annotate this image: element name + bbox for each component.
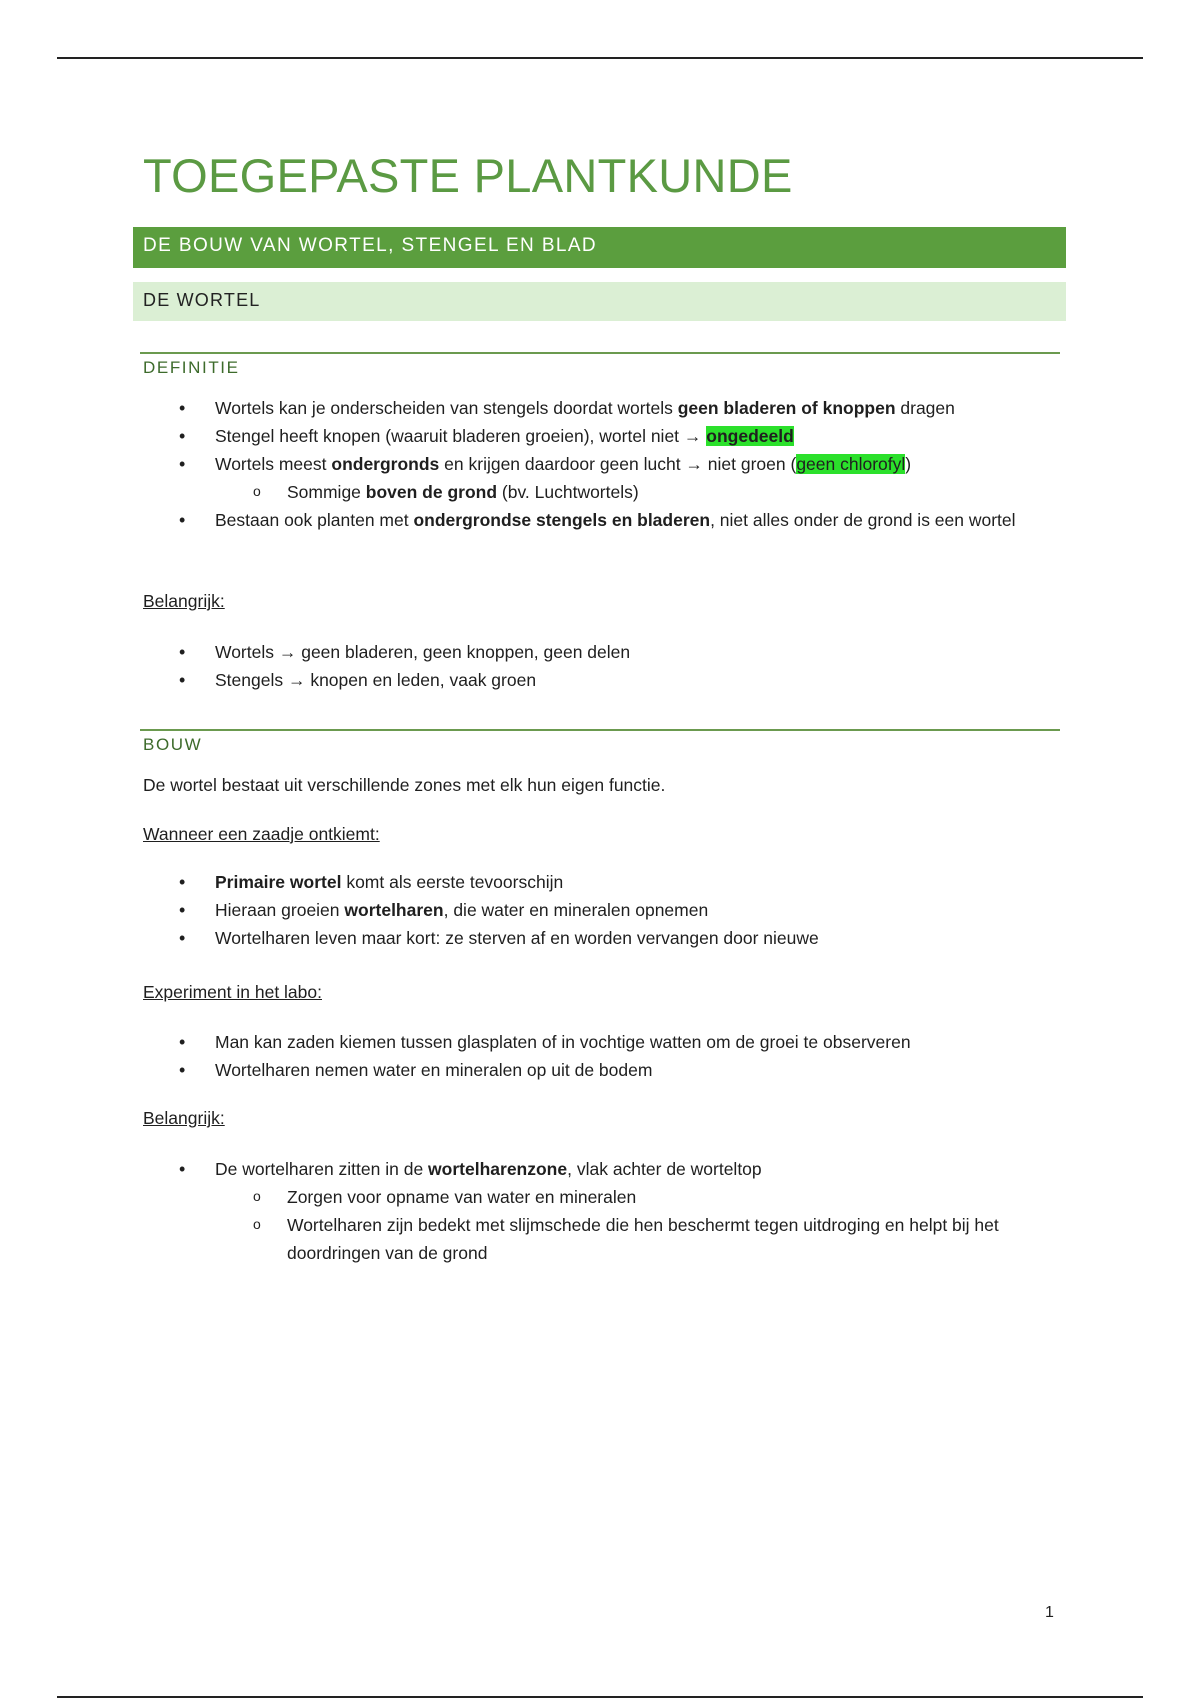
list-item: • Man kan zaden kiemen tussen glasplaten of in vochtige watten om de groei te observeren: [143, 1028, 1063, 1056]
document-title: TOEGEPASTE PLANTKUNDE: [143, 149, 793, 202]
section-rule-definitie: [140, 352, 1060, 354]
sub-list: [215, 478, 1063, 506]
list-item: • Stengels → knopen en leden, vaak groen: [143, 666, 1063, 694]
bouw-intro: De wortel bestaat uit verschillende zones met elk hun eigen functie.: [143, 775, 666, 795]
list-item: • Bestaan ook planten met ondergrondse stengels en bladeren, niet alles onder de grond is een wortel: [143, 506, 1063, 534]
heading-definitie: DEFINITIE: [143, 358, 240, 377]
sub-list-item: o Sommige boven de grond (bv. Luchtwortels): [215, 478, 1063, 506]
label-belangrijk-1: Belangrijk:: [143, 591, 225, 611]
belangrijk-list-2: [143, 1155, 1063, 1267]
zaadje-list: [143, 868, 1063, 952]
sub-list-item: o Wortelharen zijn bedekt met slijmschede die hen beschermt tegen uitdroging en helpt bij het doordringen van de grond: [215, 1211, 1063, 1267]
list-item: • Hieraan groeien wortelharen, die water en mineralen opnemen: [143, 896, 1063, 924]
page-bottom-rule: [57, 1696, 1143, 1698]
experiment-list: [143, 1028, 1063, 1084]
sub-list-item: o Zorgen voor opname van water en mineralen: [215, 1183, 1063, 1211]
list-item: • Wortels kan je onderscheiden van stengels doordat wortels geen bladeren of knoppen dragen: [143, 394, 1063, 422]
list-item: • Wortels meest ondergronds en krijgen daardoor geen lucht → niet groen (geen chlorofyl) o Sommige boven de grond (bv. Luchtwortels): [143, 450, 1063, 506]
list-item: • Primaire wortel komt als eerste tevoorschijn: [143, 868, 1063, 896]
page-top-rule: [57, 57, 1143, 59]
list-item: • Stengel heeft knopen (waaruit bladeren groeien), wortel niet → ongedeeld: [143, 422, 1063, 450]
list-item: • Wortelharen leven maar kort: ze sterven af en worden vervangen door nieuwe: [143, 924, 1063, 952]
label-zaadje-ontkiemt: Wanneer een zaadje ontkiemt:: [143, 824, 380, 844]
heading-de-wortel: DE WORTEL: [133, 282, 1066, 321]
heading-bouw-wortel-stengel-blad: DE BOUW VAN WORTEL, STENGEL EN BLAD: [133, 227, 1066, 268]
label-belangrijk-2: Belangrijk:: [143, 1108, 225, 1128]
section-rule-bouw: [140, 729, 1060, 731]
sub-list: [215, 1183, 1063, 1267]
heading-bouw: BOUW: [143, 735, 203, 754]
list-item: • Wortels → geen bladeren, geen knoppen, geen delen: [143, 638, 1063, 666]
belangrijk-list-1: [143, 638, 1063, 694]
list-item: • De wortelharen zitten in de wortelharenzone, vlak achter de worteltop o Zorgen voor opname van water en mineralen o Wortelharen zijn bedekt met slijmschede die hen beschermt tegen uitdroging en helpt bij het doordringen van de grond: [143, 1155, 1063, 1267]
page-number: 1: [1045, 1604, 1054, 1621]
label-experiment: Experiment in het labo:: [143, 982, 322, 1002]
highlight-geen-chlorofyl: geen chlorofyl: [796, 454, 906, 474]
list-item: • Wortelharen nemen water en mineralen op uit de bodem: [143, 1056, 1063, 1084]
definitie-list: [143, 394, 1063, 534]
highlight-ongedeeld: ongedeeld: [706, 426, 794, 446]
